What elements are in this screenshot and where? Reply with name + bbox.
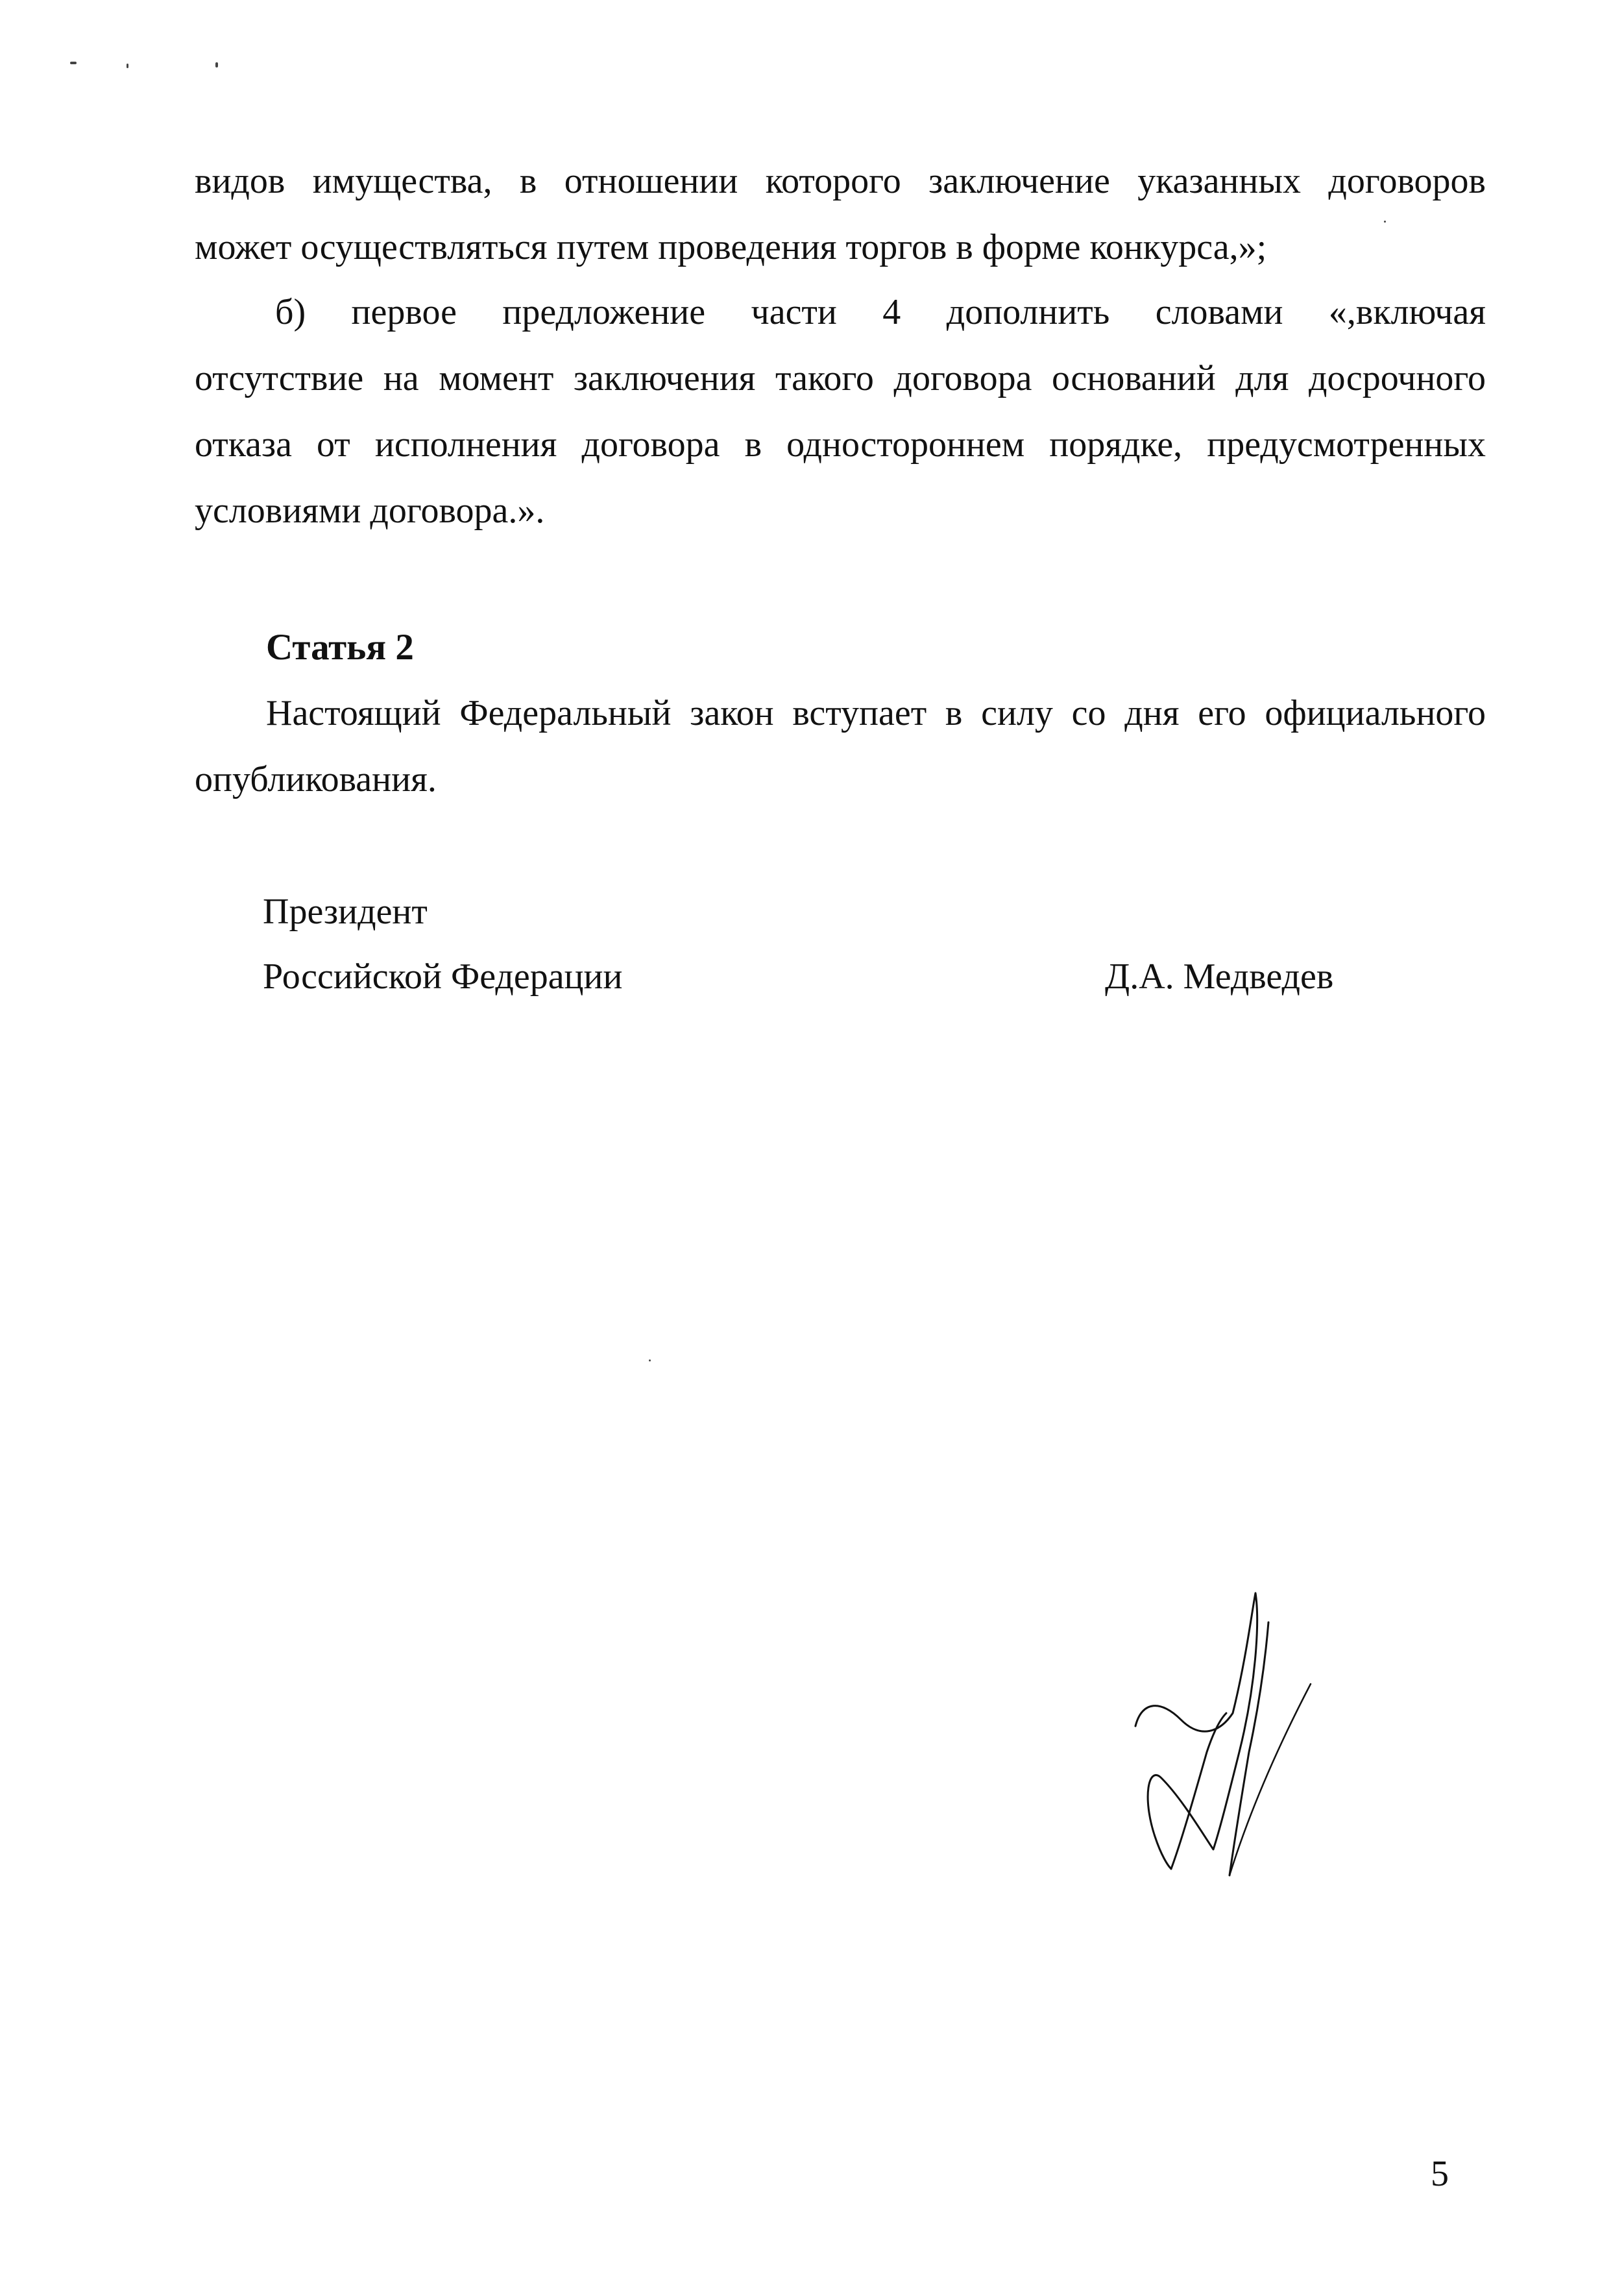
article-text — [195, 680, 1486, 812]
signature-title-line: Президент — [263, 892, 428, 932]
scan-speck — [127, 64, 128, 68]
text-line: опубликования. — [195, 759, 437, 799]
text-line: отсутствие на момент заключения такого договора оснований для досрочного — [195, 358, 1486, 398]
scan-speck — [70, 62, 77, 64]
signer-name: Д.А. Медведев — [1105, 957, 1334, 997]
paragraph-b — [195, 279, 1486, 544]
paragraph-continuation — [195, 148, 1486, 280]
scan-speck — [215, 62, 218, 67]
scan-speck — [649, 1359, 651, 1361]
signature-title — [263, 879, 622, 1009]
text-line: Настоящий Федеральный закон вступает в силу со дня его официального — [266, 693, 1486, 733]
text-line: отказа от исполнения договора в одностороннем порядке, предусмотренных — [195, 424, 1486, 465]
handwritten-signature — [1122, 1583, 1317, 1895]
text-line: б) первое предложение части 4 дополнить словами «,включая — [275, 292, 1486, 332]
text-line: условиями договора.». — [195, 491, 545, 531]
article-heading: Статья 2 — [266, 627, 414, 668]
text-line: может осуществляться путем проведения торгов в форме конкурса,»; — [195, 227, 1267, 267]
text-line: видов имущества, в отношении которого заключение указанных договоров — [195, 161, 1486, 201]
page-number: 5 — [1431, 2154, 1449, 2194]
signature-title-line: Российской Федерации — [263, 957, 623, 997]
